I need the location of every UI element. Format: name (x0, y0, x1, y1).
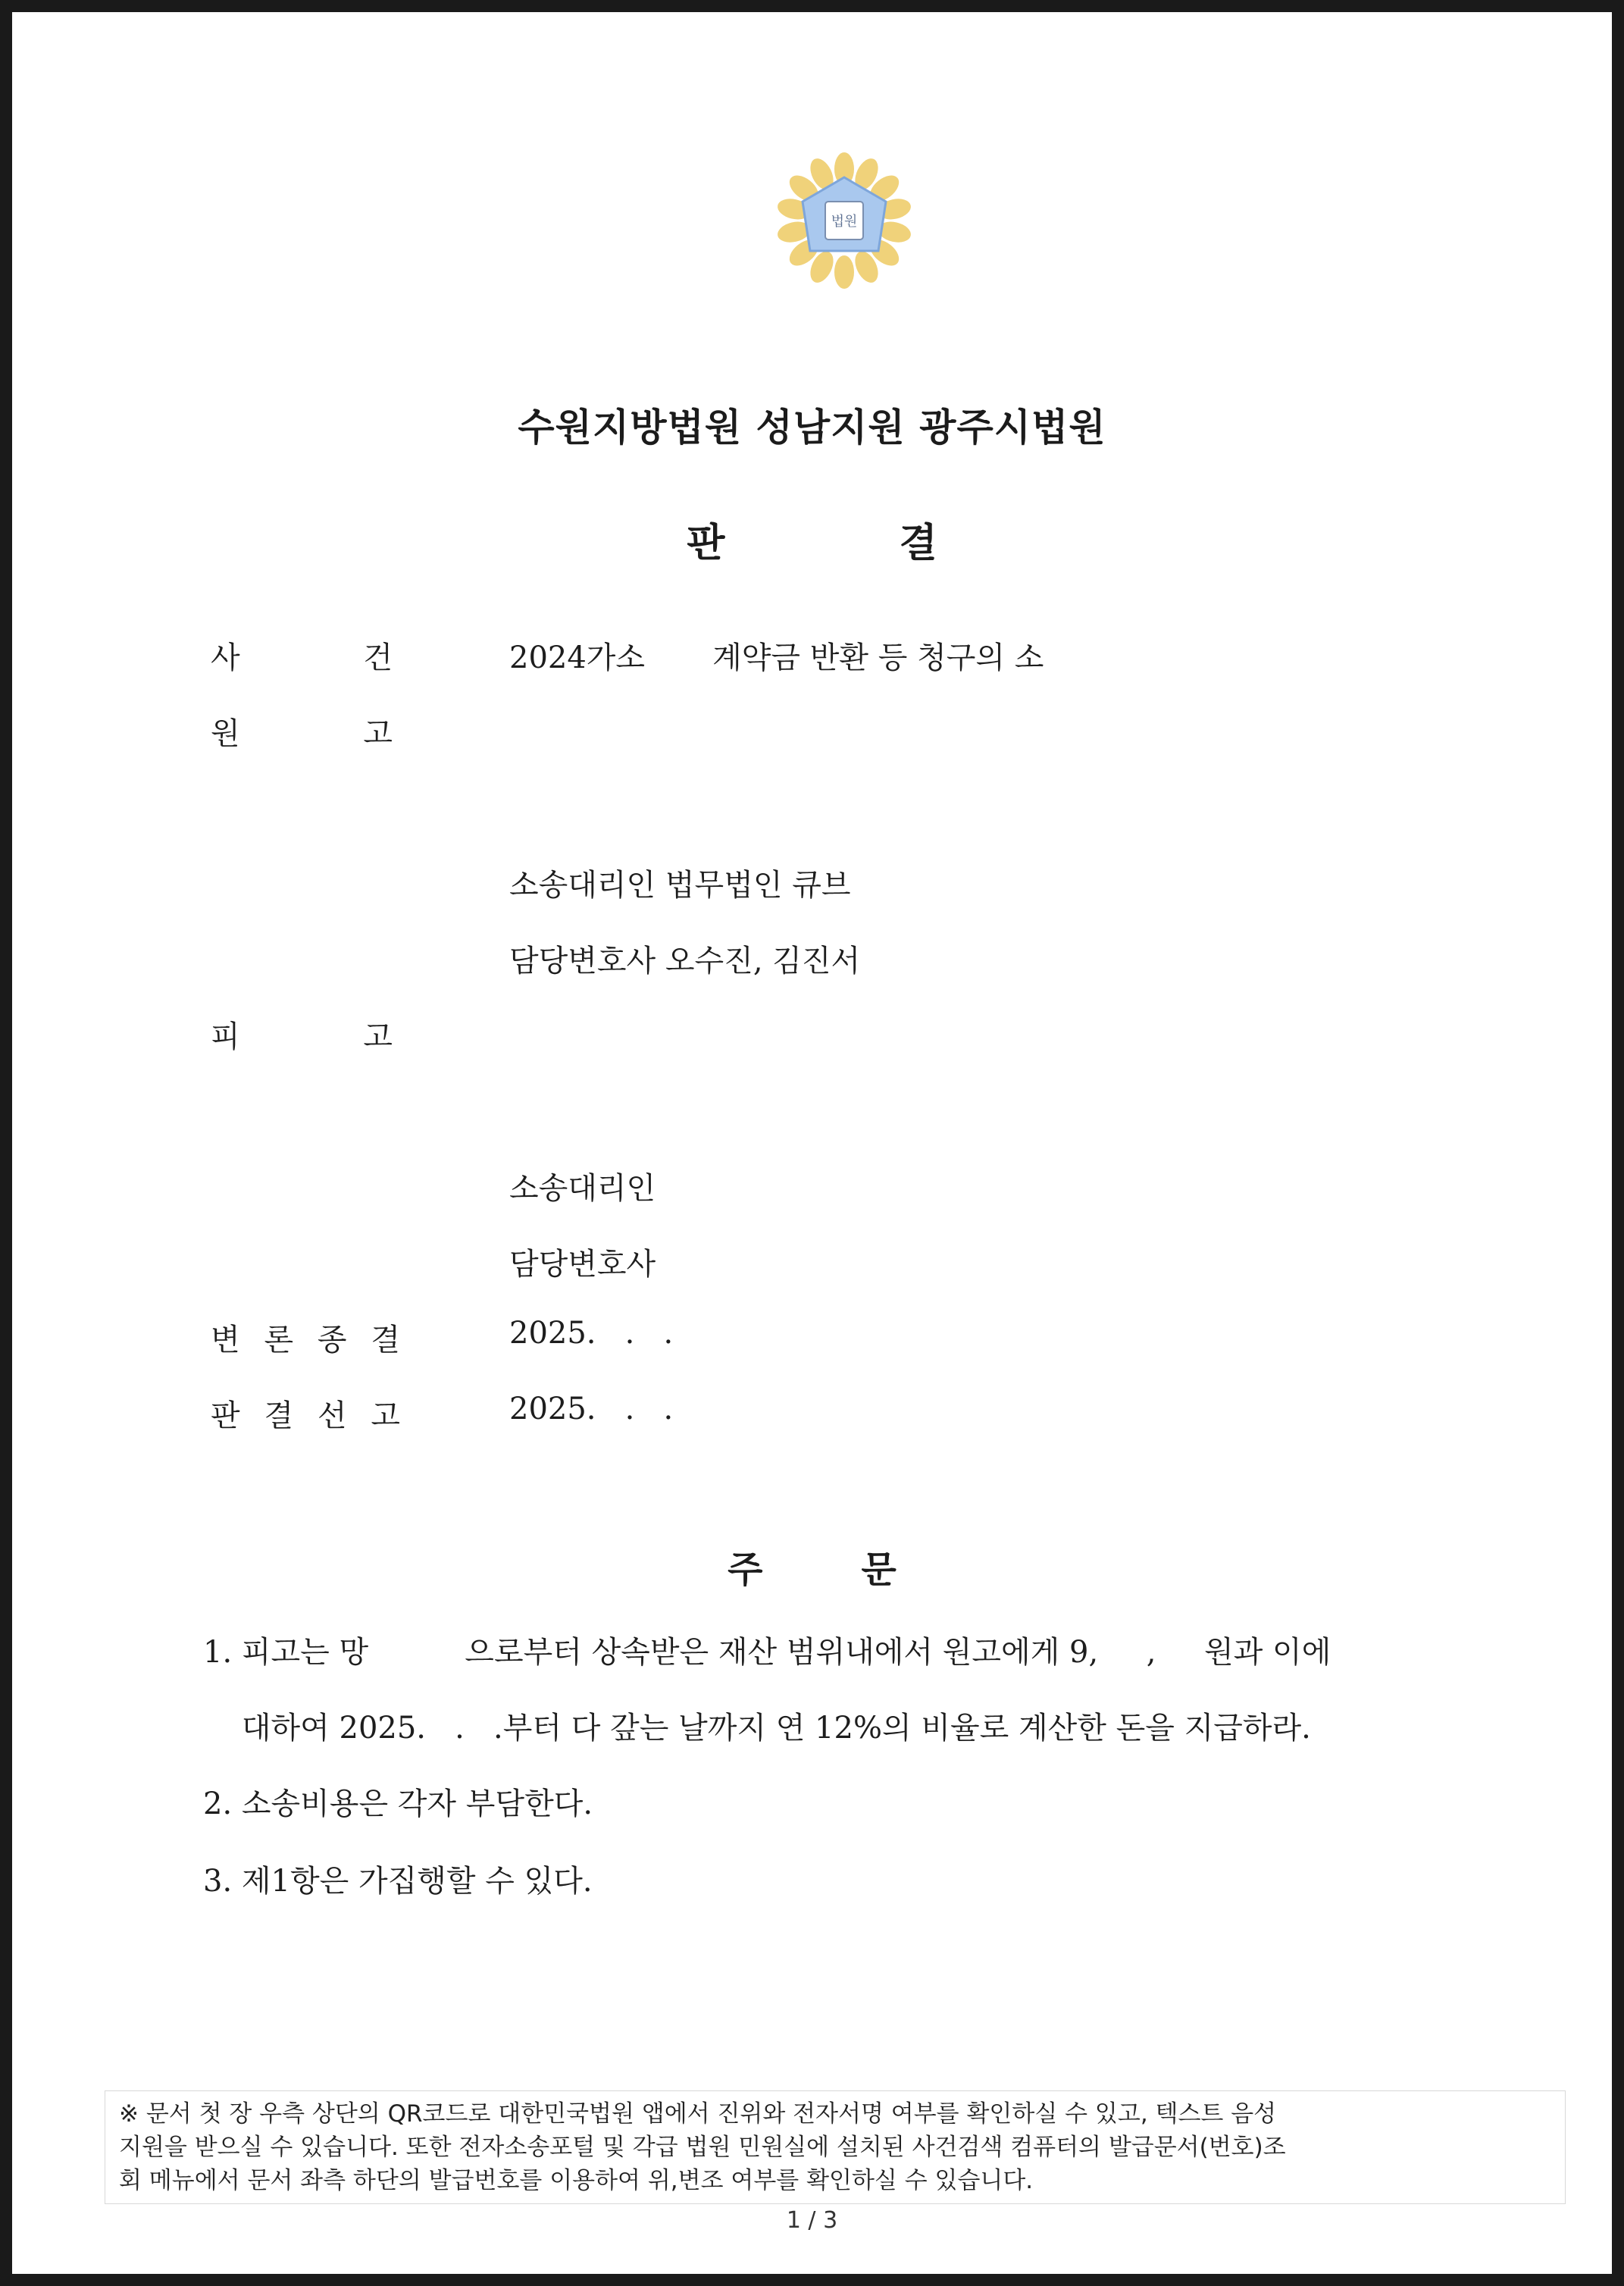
case-field-label (211, 709, 393, 753)
case-field-value: 소송대리인 (509, 1171, 656, 1206)
order-title-left: 주 (728, 1549, 763, 1591)
page-number: 1 / 3 (786, 2207, 838, 2234)
case-field-value: 2025. . . (509, 1316, 674, 1351)
label-char: 론 (264, 1323, 294, 1358)
notice-line: 회 메뉴에서 문서 좌측 하단의 발급번호를 이용하여 위,변조 여부를 확인하실 수 있습니다. (119, 2167, 1034, 2194)
case-field-value: 2024가소 계약금 반환 등 청구의 소 (509, 640, 1044, 675)
label-char: 변 (211, 1323, 240, 1358)
label-char: 건 (363, 640, 393, 675)
notice-line: ※ 문서 첫 장 우측 상단의 QR코드로 대한민국법원 앱에서 진위와 전자서명 여부를 확인하실 수 있고, 텍스트 음성 (119, 2100, 1277, 2128)
label-char: 고 (363, 716, 393, 751)
case-field-value: 소송대리인 법무법인 큐브 (509, 868, 851, 903)
case-field-label (211, 634, 393, 677)
label-char: 판 (211, 1398, 240, 1433)
document-title-left: 판 (687, 521, 725, 566)
label-char: 종 (317, 1323, 347, 1358)
order-item: 3. 제1항은 가집행할 수 있다. (203, 1864, 593, 1899)
order-title-right: 문 (861, 1549, 896, 1591)
label-char: 피 (211, 1019, 240, 1054)
case-field-value: 2025. . . (509, 1392, 674, 1426)
label-char: 결 (371, 1323, 400, 1358)
case-field-label (211, 1392, 400, 1435)
emblem-petal (834, 255, 854, 289)
court-name: 수원지방법원 성남지원 광주시법원 (518, 406, 1106, 449)
label-char: 고 (371, 1398, 400, 1433)
emblem-seal-text: 법원 (831, 214, 858, 230)
label-char: 고 (363, 1019, 393, 1054)
label-char: 원 (211, 716, 240, 751)
document-title-right: 결 (899, 521, 937, 566)
case-field-value: 담당변호사 (509, 1247, 656, 1282)
verification-notice (105, 2090, 1566, 2204)
order-item: 1. 피고는 망 으로부터 상속받은 재산 범위내에서 원고에게 9, , 원과 이에 (203, 1635, 1331, 1670)
label-char: 선 (317, 1398, 347, 1433)
order-item: 대하여 2025. . .부터 다 갚는 날까지 연 12%의 비율로 계산한 돈을 지급하라. (203, 1711, 1311, 1746)
label-char: 결 (264, 1398, 294, 1433)
notice-line: 지원을 받으실 수 있습니다. 또한 전자소송포털 및 각급 법원 민원실에 설치된 사건검색 컴퓨터의 발급문서(번호)조 (119, 2134, 1286, 2161)
case-field-label (211, 1316, 400, 1359)
document-page (12, 12, 1612, 2274)
label-char: 사 (211, 640, 240, 675)
case-field-value: 담당변호사 오수진, 김진서 (509, 944, 861, 979)
court-emblem-icon (772, 149, 916, 293)
case-field-label (211, 1013, 393, 1056)
document-title (12, 511, 1612, 568)
order-section-title (12, 1540, 1612, 1592)
order-item: 2. 소송비용은 각자 부담한다. (203, 1787, 593, 1821)
